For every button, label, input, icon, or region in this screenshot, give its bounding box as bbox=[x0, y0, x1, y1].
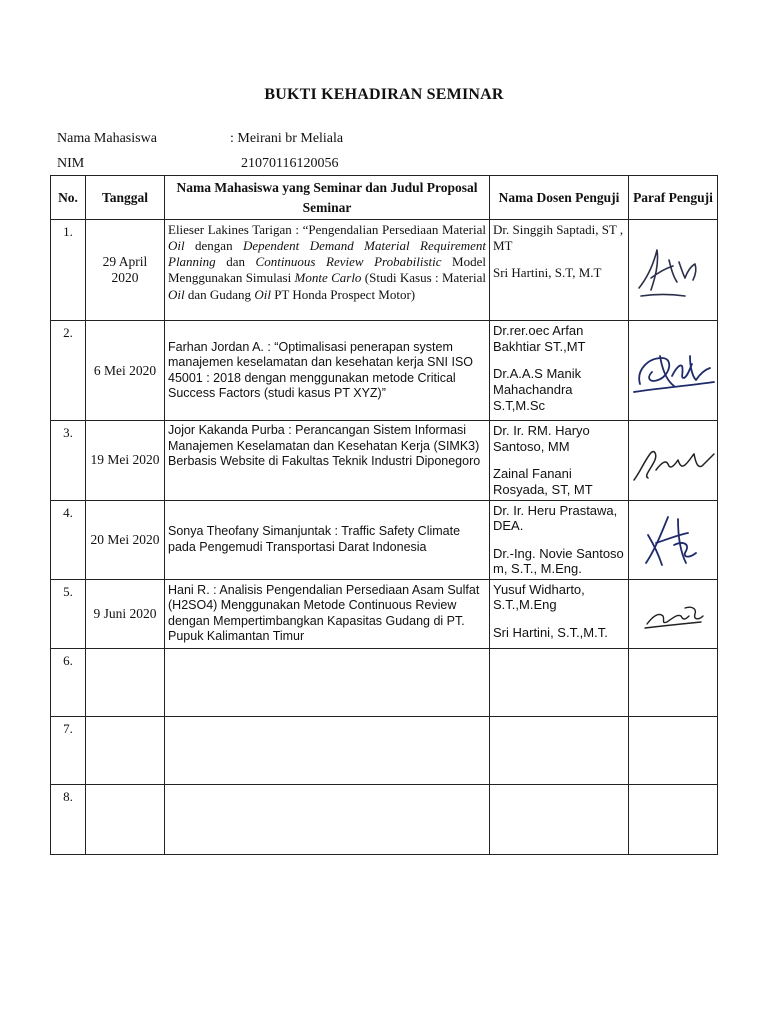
row-number: 8. bbox=[51, 784, 86, 854]
signature-5 bbox=[629, 579, 718, 648]
signature-image bbox=[630, 432, 716, 488]
examiner-1: Dr. Ir. Heru Prastawa, DEA. bbox=[493, 502, 618, 534]
row-examiners bbox=[490, 648, 629, 716]
student-name-value: : Meirani br Meliala bbox=[230, 131, 344, 146]
signature-3 bbox=[629, 421, 718, 500]
examiner-1: Dr. Ir. RM. Haryo Santoso, MM bbox=[493, 423, 590, 454]
row-examiners bbox=[490, 784, 629, 854]
row-number: 5. bbox=[51, 579, 86, 648]
row-title bbox=[165, 716, 490, 784]
student-name-label: Nama Mahasiswa bbox=[57, 131, 157, 146]
row-signature bbox=[629, 716, 718, 784]
header-judul: Nama Mahasiswa yang Seminar dan Judul Proposal Seminar bbox=[165, 176, 490, 220]
examiner-2: Sri Hartini, S.T.,M.T. bbox=[493, 625, 608, 641]
row-number: 1. bbox=[51, 220, 86, 321]
table-row bbox=[51, 579, 718, 648]
row-examiners bbox=[490, 716, 629, 784]
row-examiners bbox=[490, 321, 629, 421]
table-row bbox=[51, 321, 718, 421]
row-examiners bbox=[490, 220, 629, 321]
nim-label: NIM bbox=[57, 156, 85, 171]
header-paraf: Paraf Penguji bbox=[629, 176, 718, 220]
header-no: No. bbox=[51, 176, 86, 220]
examiner-2: Dr.-Ing. Novie Santoso m, S.T., M.Eng. bbox=[493, 545, 624, 577]
row-title: Sonya Theofany Simanjuntak : Traffic Safety Climate pada Pengemudi Transportasi Darat Indonesia bbox=[165, 500, 490, 579]
row-title bbox=[165, 784, 490, 854]
row-title: Farhan Jordan A. : “Optimalisasi penerapan system manajemen keselamatan dan kesehatan kerja SNI ISO 45001 : 2018 dengan menggunakan metode Critical Success Factors (studi kasus PT XYZ)” bbox=[165, 321, 490, 421]
signature-2 bbox=[629, 321, 718, 421]
table-row bbox=[51, 500, 718, 579]
row-examiners bbox=[490, 421, 629, 500]
header-dosen: Nama Dosen Penguji bbox=[490, 176, 629, 220]
examiner-1: Yusuf Widharto, S.T.,M.Eng bbox=[493, 581, 585, 613]
signature-image bbox=[630, 336, 716, 406]
row-number: 6. bbox=[51, 648, 86, 716]
row-examiners bbox=[490, 579, 629, 648]
row-date: 19 Mei 2020 bbox=[86, 421, 165, 500]
row-number: 4. bbox=[51, 500, 86, 579]
row-title: Hani R. : Analisis Pengendalian Persediaan Asam Sulfat (H2SO4) Menggunakan Metode Continuous Review dengan Mempertimbangkan Kapasitas Gudang di PT. Pupuk Kalimantan Timur bbox=[165, 579, 490, 648]
table-row bbox=[51, 220, 718, 321]
attendance-table bbox=[50, 175, 718, 855]
row-number: 7. bbox=[51, 716, 86, 784]
signature-1 bbox=[629, 220, 718, 321]
table-row bbox=[51, 421, 718, 500]
examiner-2: Sri Hartini, S.T, M.T bbox=[493, 265, 602, 281]
signature-image bbox=[633, 238, 713, 302]
row-date: 9 Juni 2020 bbox=[86, 579, 165, 648]
row-examiners bbox=[490, 500, 629, 579]
table-row bbox=[51, 648, 718, 716]
signature-image bbox=[638, 505, 708, 575]
row-title: Elieser Lakines Tarigan : “Pengendalian Persediaan Material Oil dengan Dependent Demand Material Requirement Planning dan Continuous Review Probabilistic Model Menggunakan Simulasi Monte Carlo (Studi Kasus : Material Oil dan Gudang Oil PT Honda Prospect Motor) bbox=[165, 220, 490, 321]
examiner-2: Zainal Fanani Rosyada, ST, MT bbox=[493, 466, 593, 497]
row-signature bbox=[629, 648, 718, 716]
row-number: 3. bbox=[51, 421, 86, 500]
examiner-2: Dr.A.A.S Manik Mahachandra S.T,M.Sc bbox=[493, 366, 582, 413]
header-row bbox=[51, 176, 718, 220]
table-row bbox=[51, 716, 718, 784]
examiner-1: Dr.rer.oec Arfan Bakhtiar ST.,MT bbox=[493, 323, 586, 354]
nim-value: 21070116120056 bbox=[241, 156, 339, 171]
table-row bbox=[51, 784, 718, 854]
row-date bbox=[86, 716, 165, 784]
row-title: Jojor Kakanda Purba : Perancangan Sistem Informasi Manajemen Keselamatan dan Kesehatan Kerja (SIMK3) Berbasis Website di Fakultas Teknik Industri Diponegoro bbox=[165, 421, 490, 500]
row-date: 29 April 2020 bbox=[86, 220, 165, 321]
signature-4 bbox=[629, 500, 718, 579]
row-number: 2. bbox=[51, 321, 86, 421]
signature-image bbox=[641, 594, 705, 634]
row-date bbox=[86, 784, 165, 854]
row-title bbox=[165, 648, 490, 716]
document-title: BUKTI KEHADIRAN SEMINAR bbox=[264, 86, 504, 103]
row-signature bbox=[629, 784, 718, 854]
examiner-1: Dr. Singgih Saptadi, ST , MT bbox=[493, 222, 624, 253]
row-date: 20 Mei 2020 bbox=[86, 500, 165, 579]
row-date: 6 Mei 2020 bbox=[86, 321, 165, 421]
header-tanggal: Tanggal bbox=[86, 176, 165, 220]
row-date bbox=[86, 648, 165, 716]
